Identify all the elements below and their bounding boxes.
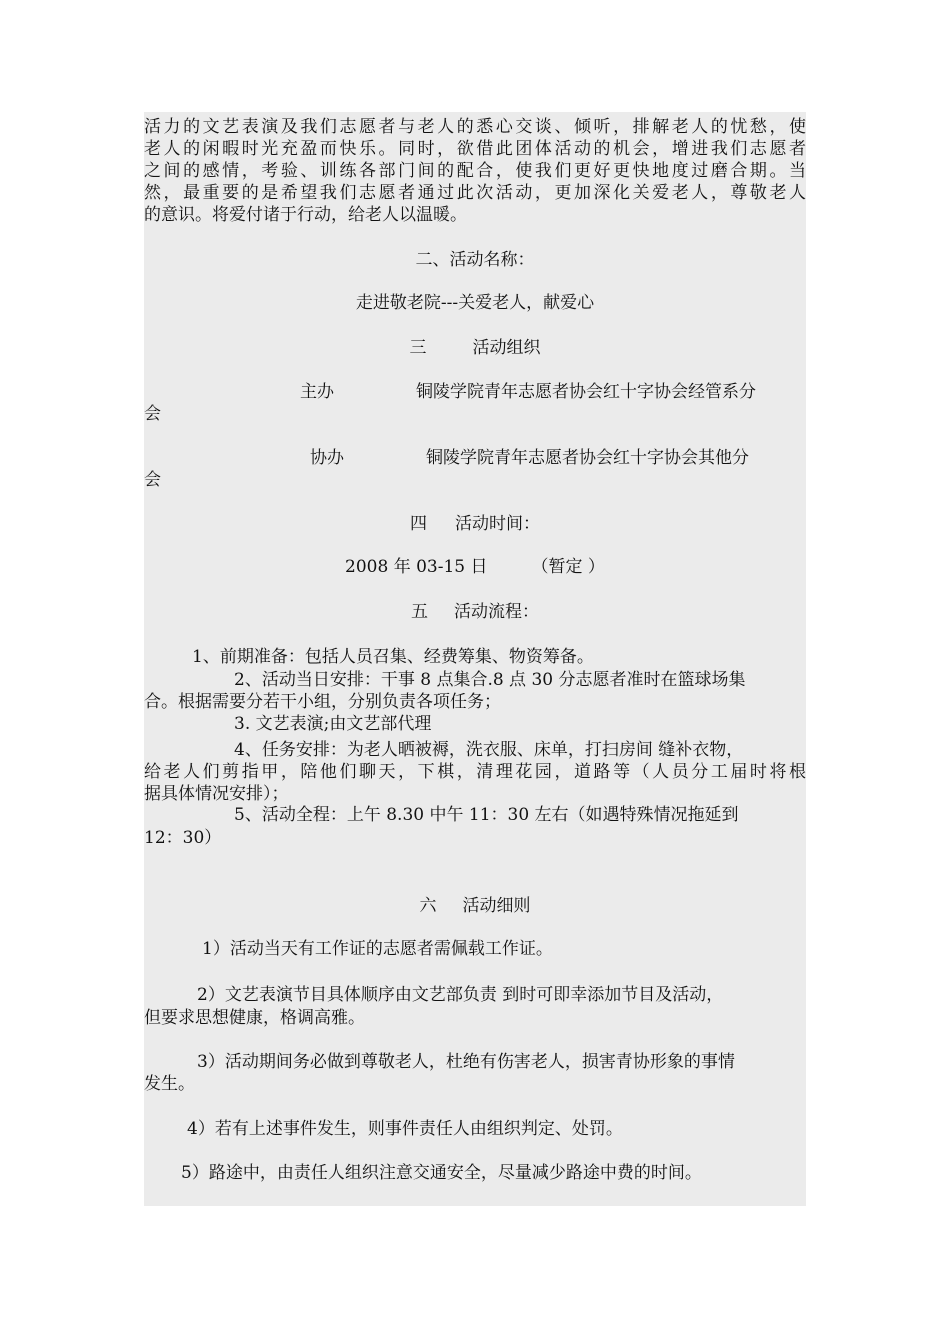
activity-date-line: [144, 556, 806, 578]
host-value-cont: 会: [144, 404, 161, 424]
section-6-number: 六: [419, 896, 437, 916]
host-value: 铜陵学院青年志愿者协会红十字协会经管系分: [416, 382, 756, 402]
rule-item-2-cont: 但要求思想健康，格调高雅。: [144, 1008, 365, 1028]
process-item-4: 4、任务安排：为老人晒被褥，洗衣服、床单，打扫房间 缝补衣物，: [234, 740, 744, 760]
process-item-2: 2、活动当日安排：干事 8 点集合.8 点 30 分志愿者准时在篮球场集: [234, 670, 746, 690]
activity-date-note: （暂定 ）: [531, 557, 605, 577]
rule-item-3: 3）活动期间务必做到尊敬老人，杜绝有伤害老人，损害青协形象的事情: [197, 1052, 735, 1072]
co-host-value-cont: 会: [144, 470, 161, 490]
intro-line-2: 老人的闲暇时光充盈而快乐。同时，欲借此团体活动的机会，增进我们志愿者: [144, 139, 806, 159]
section-5-heading: [144, 601, 806, 623]
section-3-number: 三: [409, 338, 427, 358]
rule-item-2: 2）文艺表演节目具体顺序由文艺部负责 到时可即幸添加节目及活动，: [197, 985, 724, 1005]
section-4-heading: [144, 513, 806, 535]
section-6-title: 活动细则: [462, 896, 531, 916]
process-item-5: 5、活动全程：上午 8.30 中午 11：30 左右（如遇特殊情况拖延到: [234, 805, 739, 825]
section-5-number: 五: [411, 602, 428, 622]
activity-date: 2008 年 03-15 日: [345, 557, 488, 577]
process-item-2-cont: 合。根据需要分若干小组，分别负责各项任务；: [144, 692, 501, 712]
activity-name: 走进敬老院---关爱老人，献爱心: [355, 293, 595, 313]
co-host-label: 协办: [310, 448, 344, 468]
rule-item-3-cont: 发生。: [144, 1074, 195, 1094]
rule-item-1: 1）活动当天有工作证的志愿者需佩载工作证。: [202, 939, 553, 959]
section-4-title: 活动时间：: [455, 514, 540, 534]
process-item-1: 1、前期准备：包括人员召集、经费筹集、物资筹备。: [192, 647, 594, 667]
section-3-heading: [144, 337, 806, 359]
co-host-value: 铜陵学院青年志愿者协会红十字协会其他分: [426, 448, 749, 468]
intro-line-5: 的意识。将爱付诸于行动，给老人以温暖。: [144, 205, 467, 225]
section-4-number: 四: [410, 514, 427, 534]
rule-item-4: 4）若有上述事件发生，则事件责任人由组织判定、处罚。: [187, 1119, 623, 1139]
process-item-3: 3. 文艺表演;由文艺部代理: [234, 714, 432, 734]
section-6-heading: [144, 895, 806, 917]
intro-line-4: 然，最重要的是希望我们志愿者通过此次活动，更加深化关爱老人，尊敬老人: [144, 183, 806, 203]
process-item-4-cont: 给老人们剪指甲，陪他们聊天，下棋，清理花园，道路等（人员分工届时将根: [144, 762, 806, 782]
process-item-5-cont: 12：30）: [144, 828, 222, 848]
section-3-title: 活动组织: [472, 338, 541, 358]
section-2-heading: 二、活动名称：: [415, 250, 535, 270]
intro-line-3: 之间的感情，考验、训练各部门间的配合，使我们更好更快地度过磨合期。当: [144, 161, 806, 181]
host-label: 主办: [300, 382, 334, 402]
process-item-4-cont-2: 据具体情况安排）；: [144, 784, 289, 804]
intro-line-1: 活力的文艺表演及我们志愿者与老人的悉心交谈、倾听，排解老人的忧愁，使: [144, 117, 806, 137]
rule-item-5: 5）路途中，由责任人组织注意交通安全，尽量减少路途中费的时间。: [181, 1163, 702, 1183]
section-5-title: 活动流程：: [454, 602, 539, 622]
